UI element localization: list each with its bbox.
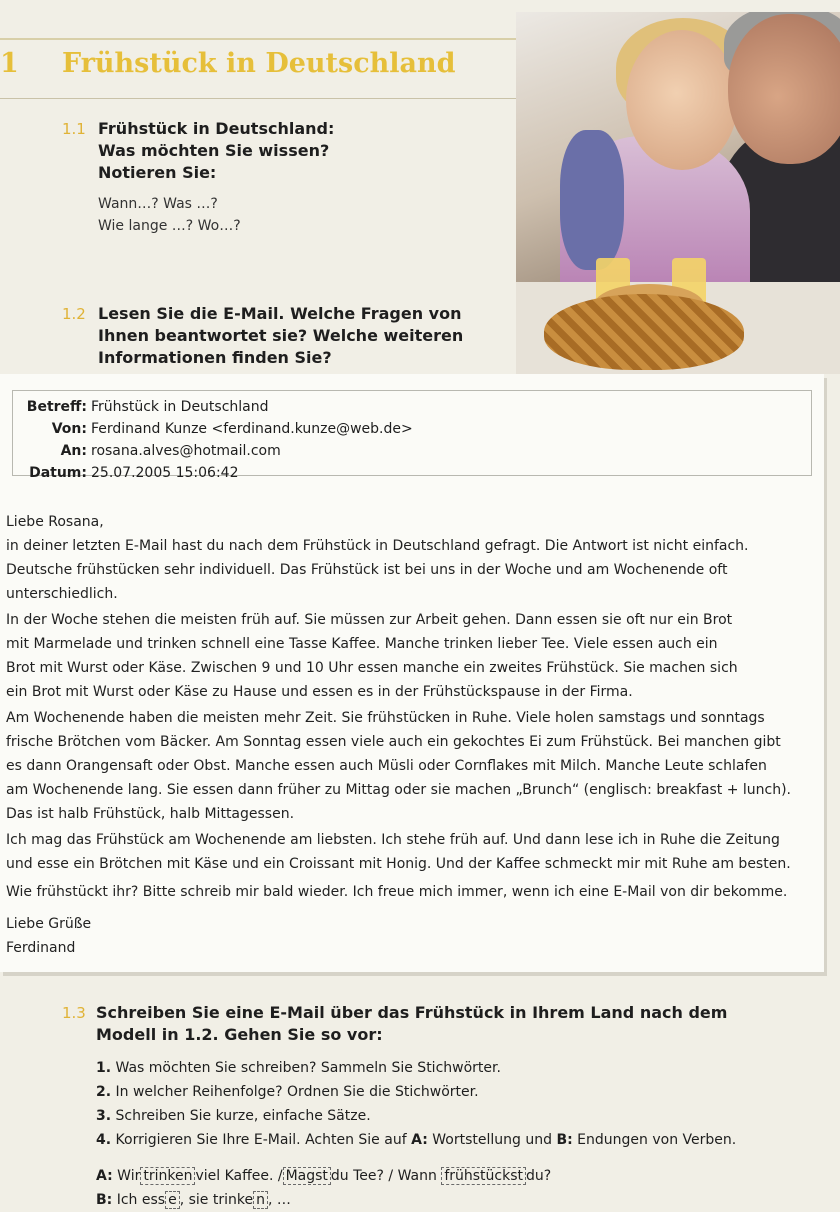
example-label: A: (96, 1168, 113, 1184)
exercise-1-3-instructions (96, 1002, 727, 1046)
example-text: du? (526, 1168, 552, 1184)
step-item (96, 1128, 736, 1152)
email-panel (0, 374, 824, 972)
text-line: In der Woche stehen die meisten früh auf. Sie müssen zur Arbeit gehen. Dann essen sie oft nur ein Brot (6, 612, 733, 628)
chapter-title: Frühstück in Deutschland (62, 48, 456, 79)
email-paragraph-intro (6, 510, 820, 606)
highlighted-word: Magst (283, 1167, 331, 1185)
step-number: 1. (96, 1060, 112, 1076)
header-label: Datum: (29, 465, 87, 481)
step-text: Was möchten Sie schreiben? Sammeln Sie Stichwörter. (115, 1060, 501, 1076)
header-label: An: (60, 443, 87, 459)
text-line: Deutsche frühstücken sehr individuell. Das Frühstück ist bei uns in der Woche und am Wochenende oft (6, 562, 728, 578)
instruction-line: Frühstück in Deutschland: (98, 119, 335, 138)
header-value: Ferdinand Kunze <ferdinand.kunze@web.de> (91, 421, 413, 437)
step-number: 3. (96, 1108, 112, 1124)
email-paragraph-question (6, 880, 820, 904)
header-row-to (13, 443, 811, 463)
photo-man-face (728, 14, 840, 164)
header-row-date (13, 465, 811, 485)
header-row-from (13, 421, 811, 441)
highlighted-ending: n (253, 1191, 268, 1209)
header-value: rosana.alves@hotmail.com (91, 443, 281, 459)
text-line: Brot mit Wurst oder Käse. Zwischen 9 und 10 Uhr essen manche ein zweites Frühstück. Sie machen sich (6, 660, 738, 676)
exercise-1-2-number: 1.2 (62, 305, 86, 323)
email-signoff (6, 912, 820, 960)
email-closing: Liebe Grüße (6, 916, 92, 932)
example-text: , sie trinke (179, 1192, 254, 1208)
instruction-line: Lesen Sie die E-Mail. Welche Fragen von (98, 304, 462, 323)
instruction-line: Modell in 1.2. Gehen Sie so vor: (96, 1025, 383, 1044)
email-paragraph-weekend (6, 706, 820, 826)
example-text: viel Kaffee. / (195, 1168, 283, 1184)
step-item (96, 1104, 736, 1128)
question-prompt: Wie lange …? Wo…? (98, 218, 241, 234)
step-number: 2. (96, 1084, 112, 1100)
header-label: Betreff: (26, 399, 87, 415)
exercise-1-3-examples (96, 1164, 551, 1212)
example-text: du Tee? / Wann (330, 1168, 437, 1184)
exercise-1-1-number: 1.1 (62, 120, 86, 138)
example-text: Wir (117, 1168, 141, 1184)
example-a (96, 1164, 551, 1188)
example-b (96, 1188, 551, 1212)
example-text: , … (267, 1192, 291, 1208)
step-item (96, 1056, 736, 1080)
instruction-line: Ihnen beantwortet sie? Welche weiteren (98, 326, 464, 345)
email-greeting: Liebe Rosana, (6, 514, 104, 530)
header-row-subject (13, 399, 811, 419)
email-paragraph-personal (6, 828, 820, 876)
header-value: Frühstück in Deutschland (91, 399, 269, 415)
step-number: 4. (96, 1132, 112, 1148)
photo-bread-basket (544, 294, 744, 370)
text-line: Ich mag das Frühstück am Wochenende am liebsten. Ich stehe früh auf. Und dann lese ich in Ruhe die Zeitung (6, 832, 780, 848)
header-label: Von: (51, 421, 87, 437)
highlighted-word: frühstückst (441, 1167, 526, 1185)
photo-scarf (560, 130, 624, 270)
step-text: In welcher Reihenfolge? Ordnen Sie die Stichwörter. (115, 1084, 479, 1100)
header-value: 25.07.2005 15:06:42 (91, 465, 239, 481)
exercise-1-3-number: 1.3 (62, 1004, 86, 1022)
step-item (96, 1080, 736, 1104)
highlighted-ending: e (165, 1191, 180, 1209)
text-line: unterschiedlich. (6, 586, 118, 602)
example-text: Ich ess (116, 1192, 166, 1208)
photo-woman-face (626, 30, 738, 170)
example-label: B: (96, 1192, 113, 1208)
breakfast-couple-photo (516, 12, 840, 374)
step-text: Endungen von Verben. (577, 1132, 737, 1148)
text-line: und esse ein Brötchen mit Käse und ein Croissant mit Honig. Und der Kaffee schmeckt mir mit Ruhe am besten. (6, 856, 791, 872)
text-line: frische Brötchen vom Bäcker. Am Sonntag essen viele auch ein gekochtes Ei zum Frühstück. Bei manchen gibt (6, 734, 781, 750)
text-line: mit Marmelade und trinken schnell eine Tasse Kaffee. Manche trinken lieber Tee. Viele essen auch ein (6, 636, 718, 652)
exercise-1-2-instructions (98, 303, 463, 369)
exercise-1-1-instructions (98, 118, 334, 184)
text-line: am Wochenende lang. Sie essen dann früher zu Mittag oder sie machen „Brunch“ (englisch: breakfast + lunch). (6, 782, 791, 798)
email-signature: Ferdinand (6, 940, 76, 956)
instruction-line: Was möchten Sie wissen? (98, 141, 330, 160)
text-line: in deiner letzten E-Mail hast du nach dem Frühstück in Deutschland gefragt. Die Antwort ist nicht einfach. (6, 538, 749, 554)
text-line: Das ist halb Frühstück, halb Mittagessen. (6, 806, 295, 822)
text-line: ein Brot mit Wurst oder Käse zu Hause und essen es in der Frühstückspause in der Firma. (6, 684, 633, 700)
chapter-number: 1 (0, 48, 19, 79)
question-prompt: Wann…? Was …? (98, 196, 218, 212)
step-label-b: B: (556, 1132, 573, 1148)
instruction-line: Schreiben Sie eine E-Mail über das Frühstück in Ihrem Land nach dem (96, 1003, 728, 1022)
text-line: Am Wochenende haben die meisten mehr Zeit. Sie frühstücken in Ruhe. Viele holen samstags und sonntags (6, 710, 765, 726)
highlighted-word: trinken (140, 1167, 195, 1185)
text-line: es dann Orangensaft oder Obst. Manche essen auch Müsli oder Cornflakes mit Milch. Manche Leute schlafen (6, 758, 767, 774)
email-paragraph-weekday (6, 608, 820, 704)
title-rule (0, 98, 560, 99)
instruction-line: Notieren Sie: (98, 163, 217, 182)
instruction-line: Informationen finden Sie? (98, 348, 332, 367)
step-label-a: A: (411, 1132, 428, 1148)
email-header (12, 390, 812, 481)
text-line: Wie frühstückt ihr? Bitte schreib mir bald wieder. Ich freue mich immer, wenn ich eine E-Mail von dir bekomme. (6, 884, 788, 900)
step-text: Wortstellung und (432, 1132, 552, 1148)
step-text: Schreiben Sie kurze, einfache Sätze. (115, 1108, 371, 1124)
exercise-1-3-steps (96, 1056, 736, 1152)
step-text: Korrigieren Sie Ihre E-Mail. Achten Sie auf (115, 1132, 407, 1148)
